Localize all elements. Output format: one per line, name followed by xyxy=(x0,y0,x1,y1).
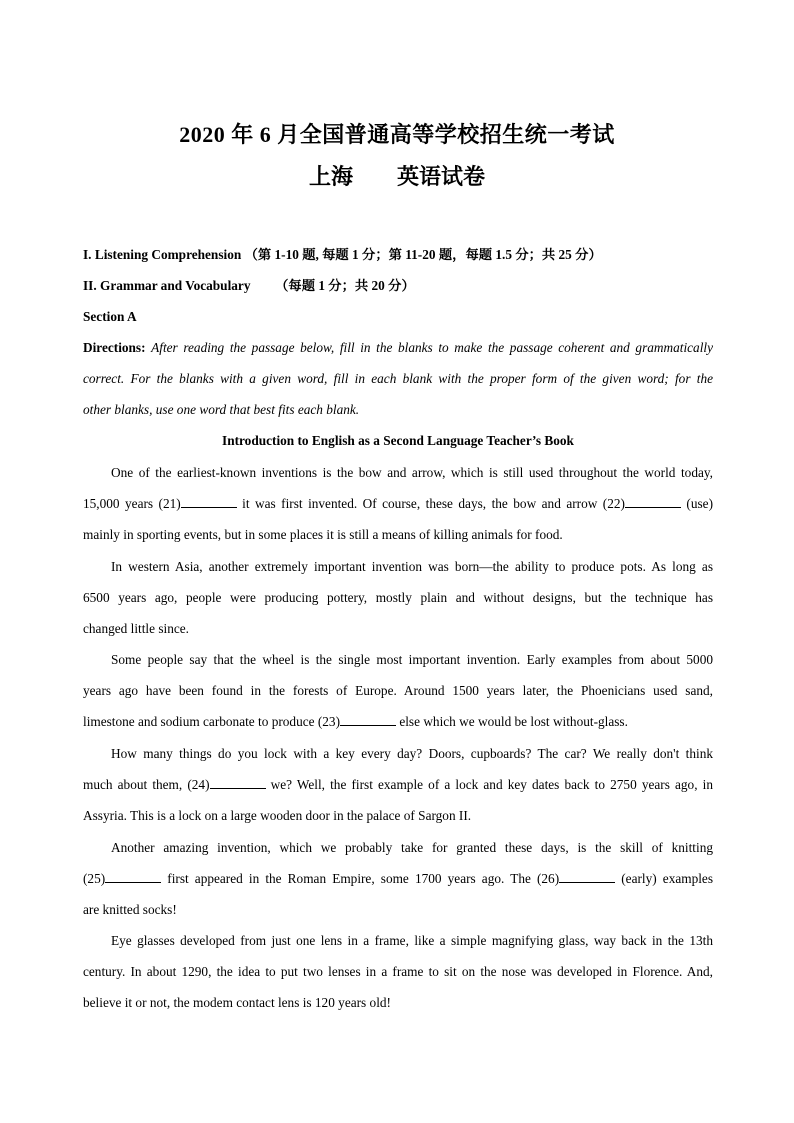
grammar-note: （每题 1 分；共 20 分） xyxy=(275,278,415,293)
listening-note: （第 1-10 题, 每题 1 分；第 11-20 题，每题 1.5 分；共 25 分） xyxy=(244,247,602,262)
passage-p1-line-2 xyxy=(83,494,713,514)
blank-22[interactable] xyxy=(625,494,681,508)
passage-p3-line-2: years ago have been found in the forests of Europe. Around 1500 years later, the Phoenicians used sand, xyxy=(83,683,713,698)
passage-p3-line-3 xyxy=(83,712,713,732)
passage-p2-line-3: changed little since. xyxy=(83,621,189,636)
passage-p6-line-2: century. In about 1290, the idea to put two lenses in a frame to sit on the nose was developed in Florence. And, xyxy=(83,964,713,979)
subtitle-region: 上海 xyxy=(308,164,353,189)
passage-p4-line-2 xyxy=(83,775,713,795)
text-segment: it was first invented. Of course, these days, the bow and arrow (22) xyxy=(236,496,625,511)
passage-p2-line-2: 6500 years ago, people were producing pottery, mostly plain and without designs, but the technique has xyxy=(83,590,713,605)
blank-24[interactable] xyxy=(210,775,266,789)
blank-25[interactable] xyxy=(105,869,161,883)
passage-title: Introduction to English as a Second Language Teacher’s Book xyxy=(222,433,574,448)
text-segment: much about them, (24) xyxy=(83,777,210,792)
text-segment: 15,000 years (21) xyxy=(83,496,181,511)
blank-23[interactable] xyxy=(340,712,396,726)
passage-p1-line-3: mainly in sporting events, but in some places it is still a means of killing animals for food. xyxy=(83,527,563,542)
blank-21[interactable] xyxy=(181,494,237,508)
text-segment: limestone and sodium carbonate to produce (23) xyxy=(83,714,340,729)
grammar-heading xyxy=(83,276,713,296)
passage-p5-line-3: are knitted socks! xyxy=(83,902,177,917)
directions-line-1 xyxy=(83,338,713,358)
subtitle-subject: 英语试卷 xyxy=(397,164,486,189)
passage-p6-line-3: believe it or not, the modem contact lens is 120 years old! xyxy=(83,995,391,1010)
directions-text: After reading the passage below, fill in the blanks to make the passage coherent and grammatically xyxy=(151,340,713,355)
listening-heading xyxy=(83,245,713,265)
exam-subtitle xyxy=(0,160,794,191)
directions-line-2: correct. For the blanks with a given word, fill in each blank with the proper form of the given word; for the xyxy=(83,371,713,386)
section-a-heading: Section A xyxy=(83,309,137,324)
passage-p2-line-1: In western Asia, another extremely important invention was born—the ability to produce pots. As long as xyxy=(111,559,713,574)
text-segment: (early) examples xyxy=(615,871,714,886)
passage-p4-line-3: Assyria. This is a lock on a large wooden door in the palace of Sargon II. xyxy=(83,808,472,823)
text-segment: first appeared in the Roman Empire, some 1700 years ago. The (26) xyxy=(161,871,560,886)
text-segment: we? Well, the first example of a lock and key dates back to 2750 years ago, in xyxy=(265,777,713,792)
passage-p5-line-1: Another amazing invention, which we probably take for granted these days, is the skill of knitting xyxy=(111,840,713,855)
blank-26[interactable] xyxy=(559,869,615,883)
text-segment: (use) xyxy=(680,496,713,511)
grammar-label: II. Grammar and Vocabulary xyxy=(83,278,251,293)
text-segment: (25) xyxy=(83,871,106,886)
directions-line-3: other blanks, use one word that best fits each blank. xyxy=(83,402,360,417)
directions-label: Directions: xyxy=(83,340,146,355)
passage-p4-line-1: How many things do you lock with a key every day? Doors, cupboards? The car? We really don't think xyxy=(111,746,713,761)
passage-p1-line-1: One of the earliest-known inventions is the bow and arrow, which is still used throughout the world today, xyxy=(111,465,713,480)
passage-p3-line-1: Some people say that the wheel is the single most important invention. Early examples from about 5000 xyxy=(111,652,713,667)
text-segment: else which we would be lost without-glass. xyxy=(396,714,628,729)
passage-p6-line-1: Eye glasses developed from just one lens in a frame, like a simple magnifying glass, way back in the 13th xyxy=(111,933,713,948)
exam-title: 2020 年 6 月全国普通高等学校招生统一考试 xyxy=(179,122,615,147)
passage-p5-line-2 xyxy=(83,869,713,889)
listening-label: I. Listening Comprehension xyxy=(83,247,242,262)
